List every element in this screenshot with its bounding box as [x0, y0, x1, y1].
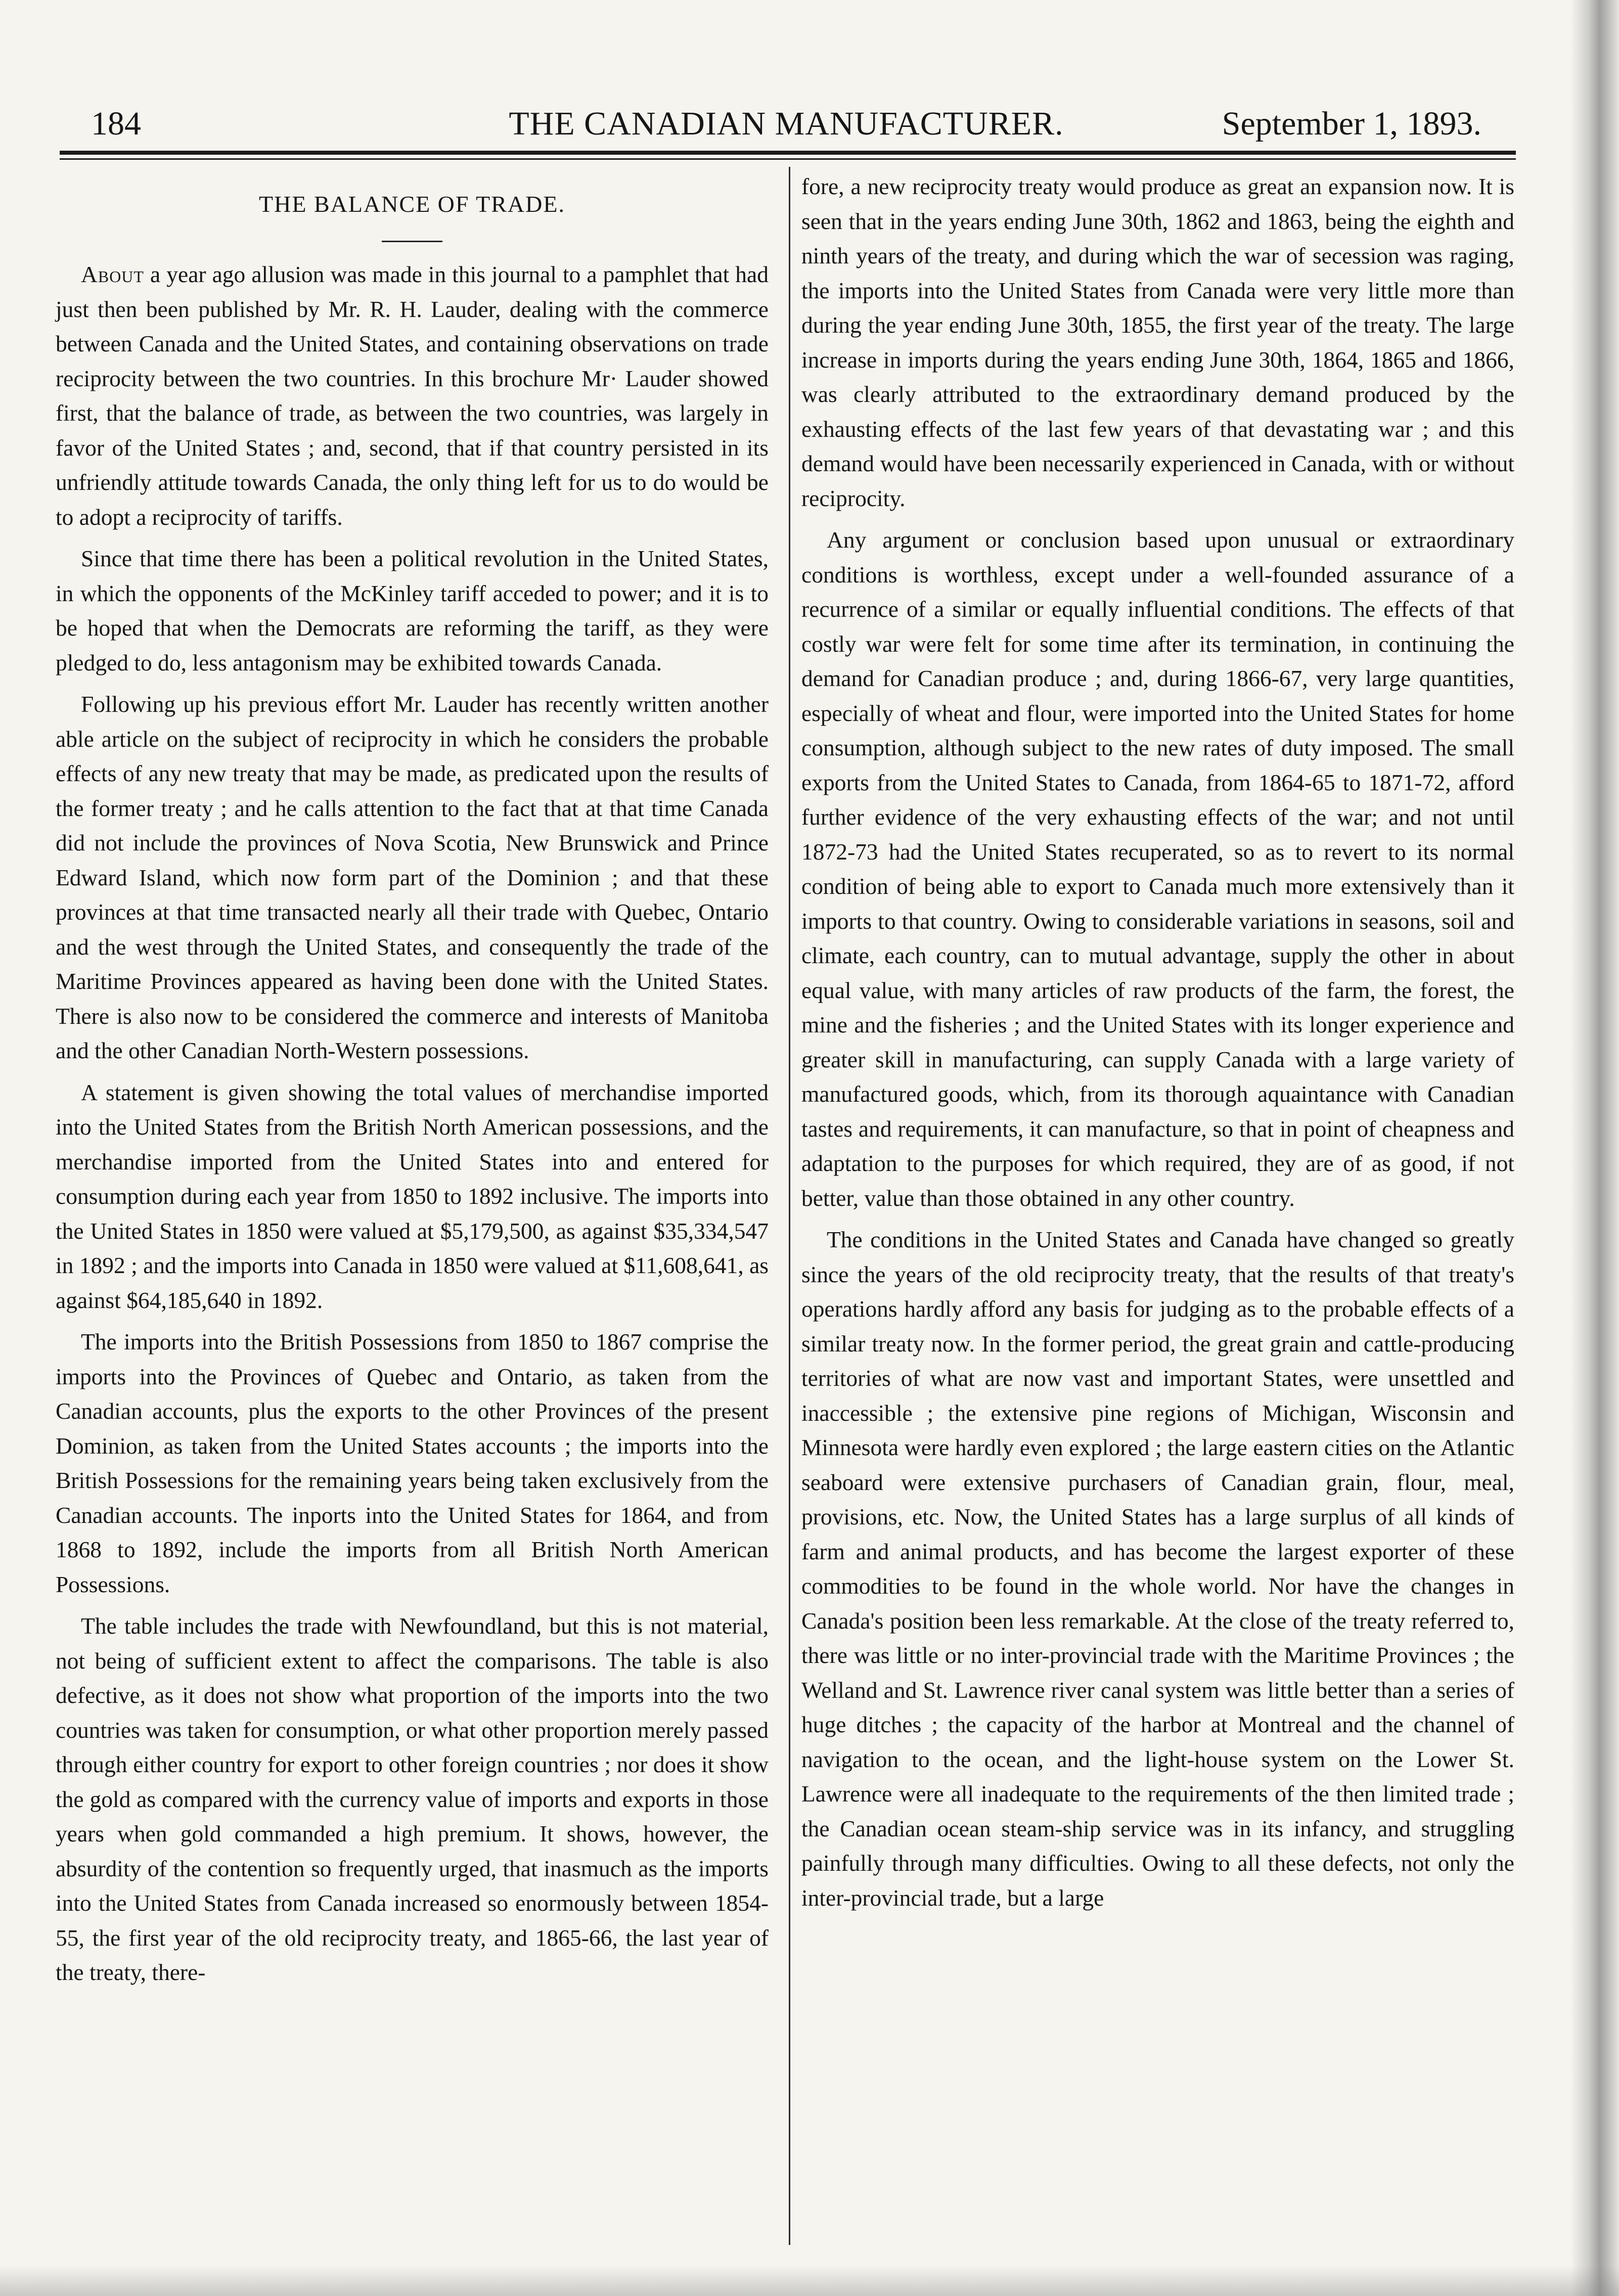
- paragraph: The conditions in the United States and Canada have changed so greatly since the years of the old reciprocity treaty, that the results of that treaty's operations hardly afford any basis for judging as to the probable effects of a similar treaty now. In the former period, the great grain and cattle-producing territories of what are now vast and important States, were unsettled and inaccessible ; the extensive pine regions of Michigan, Wisconsin and Minnesota were hardly even explored ; the large eastern cities on the Atlantic seaboard were extensive purchasers of Canadian grain, flour, meal, provisions, etc. Now, the United States has a large surplus of all kinds of farm and animal products, and has become the largest exporter of these commodities to be found in the whole world. Nor have the changes in Canada's position been less remarkable. At the close of the treaty referred to, there was little or no inter-provincial trade with the Maritime Provinces ; the Welland and St. Lawrence river canal system was little better than a series of huge ditches ; the capacity of the harbor at Montreal and the channel of navigation to the ocean, and the light-house system on the Lower St. Lawrence were all inadequate to the requirements of the then limited trade ; the Canadian ocean steam-ship service was in its infancy, and struggling painfully through many difficulties. Owing to all these defects, not only the inter-provincial trade, but a large: [801, 1227, 1514, 1911]
- publication-title: THE CANADIAN MANUFACTURER.: [509, 105, 1064, 142]
- column-divider: [789, 167, 790, 2245]
- issue-date: September 1, 1893.: [1222, 105, 1481, 142]
- title-rule: [382, 241, 442, 242]
- lead-in: About: [81, 261, 144, 287]
- page-bottom-shadow: [0, 2266, 1619, 2296]
- paragraph: Any argument or conclusion based upon unusual or extraordinary conditions is worthless, except under a well-founded assurance of a recurrence of a similar or equally influential conditions. The effects of that costly war were felt for some time after its termination, in continuing the demand for Canadian produce ; and, during 1866-67, very large quantities, especially of wheat and flour, were imported into the United States for home consumption, although subject to the new rates of duty imposed. The small exports from the United States to Canada, from 1864-65 to 1871-72, afford further evidence of the very exhausting effects of the war; and not until 1872-73 had the United States recuperated, so as to revert to its normal condition of being able to export to Canada much more extensively than it imports to that country. Owing to considerable variations in seasons, soil and climate, each country, can to mutual advantage, supply the other in about equal value, with many articles of raw products of the farm, the forest, the mine and the fisheries ; and the United States with its longer experience and greater skill in manufacturing, can supply Canada with a large variety of manufactured goods, which, from its thorough aquaintance with Canadian tastes and requirements, it can manufacture, so that in point of cheapness and adaptation to the purposes for which required, they are of as good, if not better, value than those obtained in any other country.: [801, 527, 1514, 1211]
- paragraph-continued: fore, a new reciprocity treaty would produce as great an expansion now. It is seen that in the years ending June 30th, 1862 and 1863, being the eighth and ninth years of the treaty, and during which the war of secession was raging, the imports into the United States from Canada were very little more than during the year ending June 30th, 1855, the first year of the treaty. The large increase in imports during the years ending June 30th, 1864, 1865 and 1866, was clearly attributed to the extraordinary demand produced by the exhausting effects of the last few years of that devastating war ; and this demand would have been necessarily experienced in Canada, with or without reciprocity.: [801, 173, 1514, 511]
- header-rule-thick: [60, 151, 1516, 155]
- paragraph: The imports into the British Possessions from 1850 to 1867 comprise the imports into the Provinces of Quebec and Ontario, as taken from the Canadian accounts, plus the exports to the other Provinces of the present Dominion, as taken from the United States accounts ; the imports into the British Possessions for the remaining years being taken exclusively from the Canadian accounts. The inports into the United States for 1864, and from 1868 to 1892, include the imports from all British North American Possessions.: [56, 1329, 769, 1597]
- paragraph: Since that time there has been a political revolution in the United States, in which the opponents of the McKinley tariff acceded to power; and it is to be hoped that when the Democrats are reforming the tariff, as they were pledged to do, less antagonism may be exhibited towards Canada.: [56, 546, 769, 676]
- paragraph: [56, 257, 769, 534]
- paragraph: The table includes the trade with Newfoundland, but this is not material, not being of sufficient extent to affect the comparisons. The table is also defective, as it does not show what proportion of the imports into the two countries was taken for consumption, or what other proportion merely passed through either country for export to other foreign countries ; nor does it show the gold as compared with the currency value of imports and exports in those years when gold commanded a high premium. It shows, however, the absurdity of the contention so frequently urged, that inasmuch as the imports into the United States from Canada increased so enormously between 1854-55, the first year of the old reciprocity treaty, and 1865-66, the last year of the treaty, there-: [56, 1613, 769, 1985]
- left-column: [56, 187, 769, 1990]
- paragraph-text: a year ago allusion was made in this journal to a pamphlet that had just then been published by Mr. R. H. Lauder, dealing with the commerce between Canada and the United States, and containing observations on trade reciprocity between the two countries. In this brochure Mr· Lauder showed first, that the balance of trade, as between the two countries, was largely in favor of the United States ; and, second, that if that country persisted in its unfriendly attitude towards Canada, the only thing left for us to do would be to adopt a reciprocity of tariffs.: [56, 261, 769, 530]
- article-title: THE BALANCE OF TRADE.: [259, 191, 565, 217]
- paragraph: Following up his previous effort Mr. Lauder has recently written another able article on the subject of reciprocity in which he considers the probable effects of any new treaty that may be made, as predicated upon the results of the former treaty ; and he calls attention to the fact that at that time Canada did not include the provinces of Nova Scotia, New Brunswick and Prince Edward Island, which now form part of the Dominion ; and that these provinces at that time transacted nearly all their trade with Quebec, Ontario and the west through the United States, and consequently the trade of the Maritime Provinces appeared as having been done with the United States. There is also now to be considered the commerce and interests of Manitoba and the other Canadian North-Western possessions.: [56, 691, 769, 1063]
- page-header: [91, 101, 1481, 147]
- page-number: 184: [91, 105, 141, 142]
- page-edge-shadow: [1571, 0, 1619, 2296]
- header-rule-thin: [60, 158, 1516, 160]
- right-column: [801, 169, 1514, 1915]
- paragraph: A statement is given showing the total values of merchandise imported into the United States from the British North American possessions, and the merchandise imported from the United States into and entered for consumption during each year from 1850 to 1892 inclusive. The imports into the United States in 1850 were valued at $5,179,500, as against $35,334,547 in 1892 ; and the imports into Canada in 1850 were valued at $11,608,641, as against $64,185,640 in 1892.: [56, 1079, 769, 1313]
